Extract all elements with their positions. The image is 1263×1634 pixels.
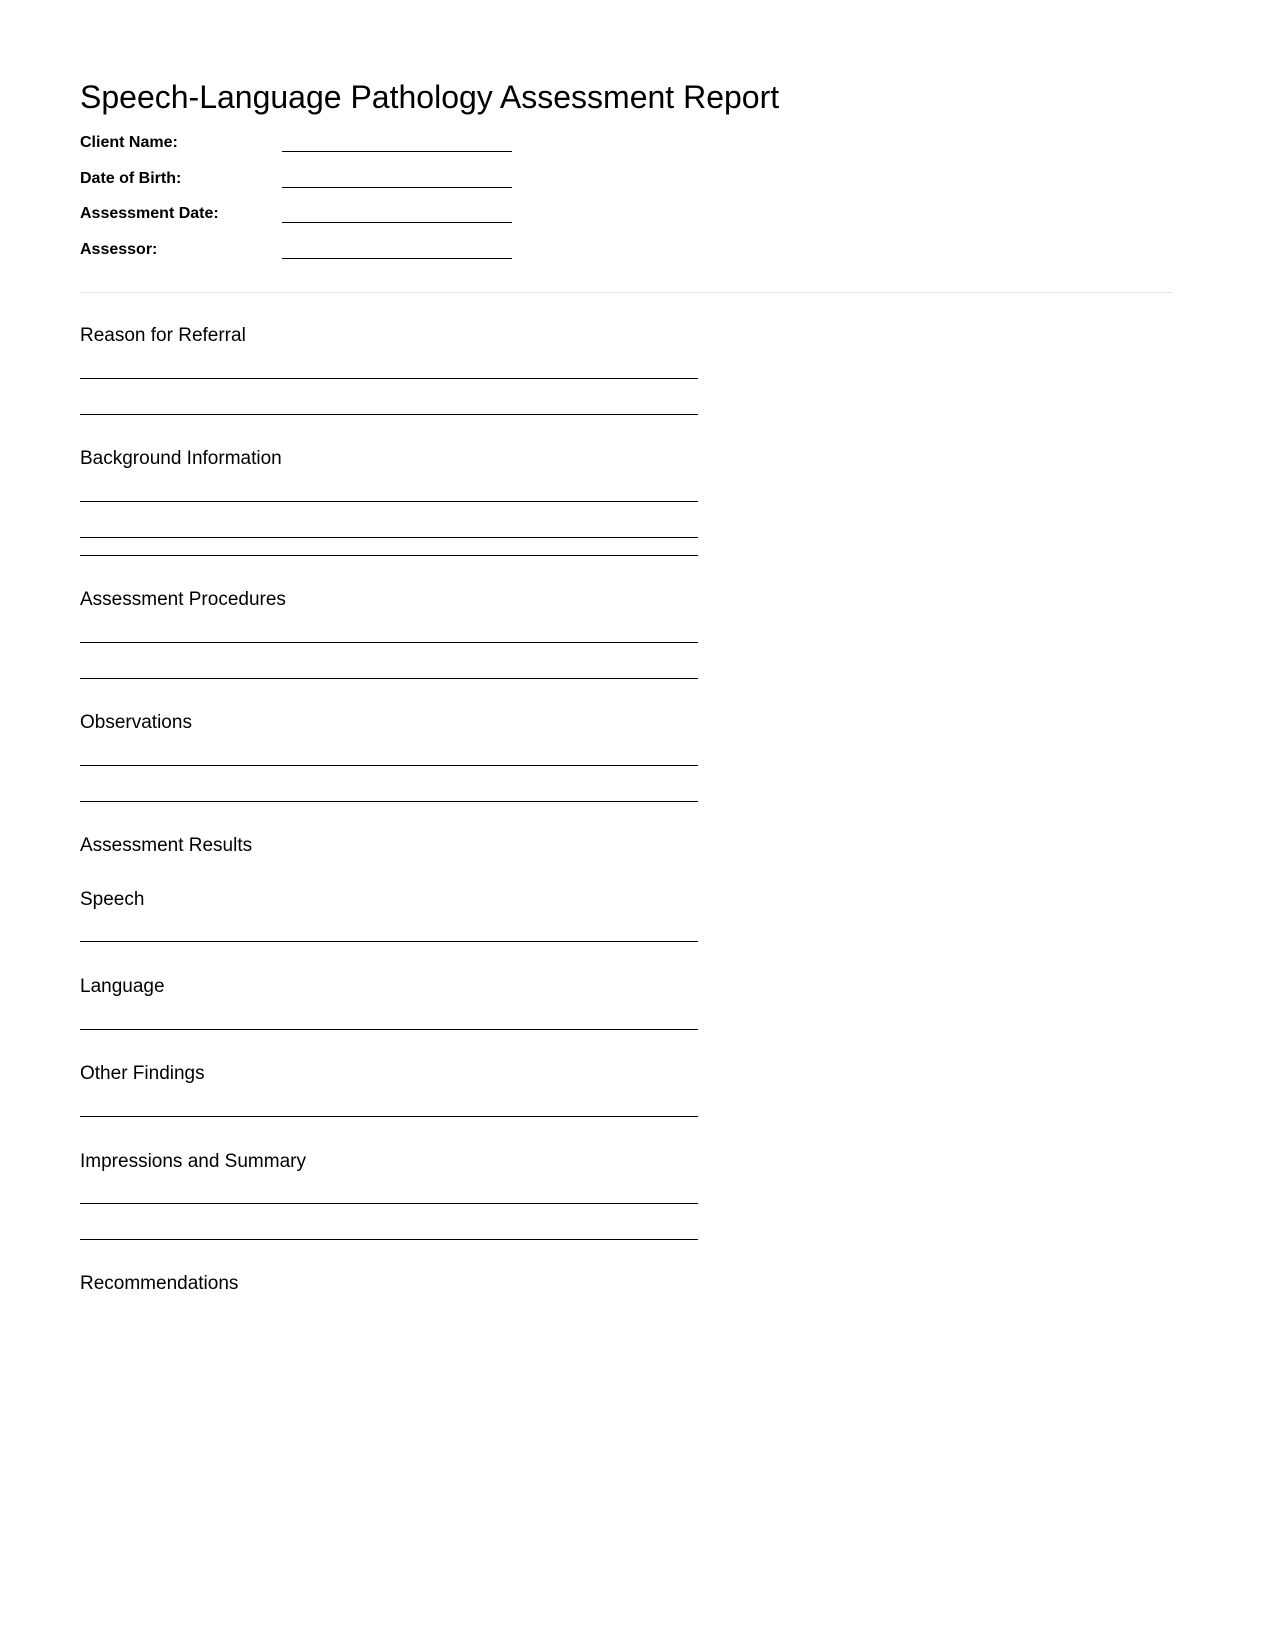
section-heading-speech: Speech: [80, 889, 145, 910]
section-heading-background-information: Background Information: [80, 448, 282, 469]
assessment-date-label: Assessment Date:: [80, 205, 219, 222]
answer-line[interactable]: [80, 765, 698, 766]
assessment-date-field[interactable]: [282, 222, 512, 223]
header-divider: [80, 292, 1172, 293]
answer-line[interactable]: [80, 1029, 698, 1030]
answer-line[interactable]: [80, 1203, 698, 1204]
assessor-label: Assessor:: [80, 241, 158, 258]
section-heading-impressions-and-summary: Impressions and Summary: [80, 1151, 306, 1172]
answer-line[interactable]: [80, 1116, 698, 1117]
assessor-field[interactable]: [282, 258, 512, 259]
client-name-field[interactable]: [282, 151, 512, 152]
answer-line[interactable]: [80, 642, 698, 643]
answer-line[interactable]: [80, 801, 698, 802]
answer-line[interactable]: [80, 555, 698, 556]
section-heading-other-findings: Other Findings: [80, 1063, 205, 1084]
answer-line[interactable]: [80, 537, 698, 538]
section-heading-observations: Observations: [80, 712, 192, 733]
answer-line[interactable]: [80, 501, 698, 502]
answer-line[interactable]: [80, 414, 698, 415]
date-of-birth-label: Date of Birth:: [80, 170, 182, 187]
answer-line[interactable]: [80, 941, 698, 942]
answer-line[interactable]: [80, 1239, 698, 1240]
date-of-birth-field[interactable]: [282, 187, 512, 188]
section-heading-reason-for-referral: Reason for Referral: [80, 325, 246, 346]
section-heading-assessment-results: Assessment Results: [80, 835, 253, 856]
page-title: Speech-Language Pathology Assessment Report: [80, 79, 780, 115]
answer-line[interactable]: [80, 378, 698, 379]
client-name-label: Client Name:: [80, 134, 178, 151]
section-heading-language: Language: [80, 976, 165, 997]
section-heading-recommendations: Recommendations: [80, 1273, 239, 1290]
section-heading-assessment-procedures: Assessment Procedures: [80, 589, 286, 610]
answer-line[interactable]: [80, 678, 698, 679]
